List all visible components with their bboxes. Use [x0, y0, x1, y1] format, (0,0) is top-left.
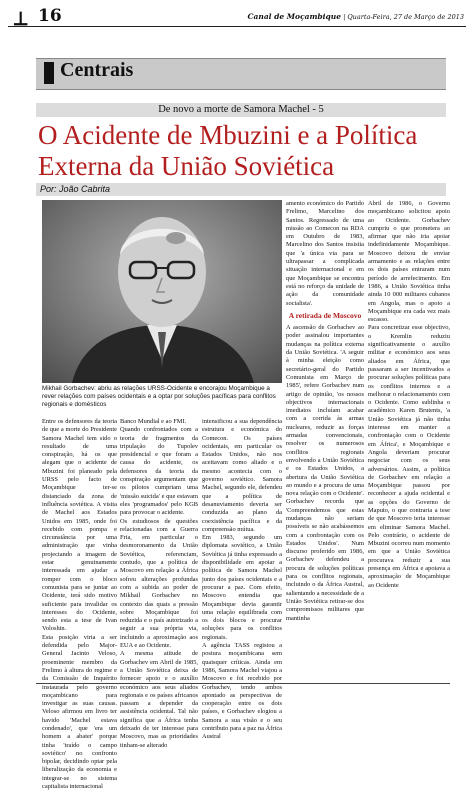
photo-caption: Mikhail Gorbachev: abriu as relações URSS-Ocidente e encorajou Moçambique a rever relações com países ocidentais e a optar por soluções pacíficas para conflitos regionais e domésticos	[42, 385, 276, 408]
article-kicker: De novo a morte de Samora Machel - 5	[36, 103, 446, 117]
page-header	[8, 4, 466, 30]
article-column-2: Banco Mundial e ao FMI. Quando confrontados com a teoria de fragmentos da tripulação do Tupolev presidencial e que foram a causa do acidente, os defensores da teoria da conspiração argumentam que os pilotos cumpriam uma 'missão suicida' e que estavam eles 'programados' pelo KGB para provocar o acidente. Os estudiosos de questões relacionadas com a Guerra Fria, em particular o desmoronamento da União Soviética, referenciam, contudo, que a política de Moscovo em relação a África sofreu alterações profundas com a subida ao poder de Mikhail Gorbachev no contexto das quais a pressão sobre Moçambique foi reduzida e o país autorizado a seguir a sua própria via, incluindo a aproximação aos EUA e ao Ocidente. A mesma atitude de Gorbachev em Abril de 1985, a União Soviética deixa de fornecer apoio e o auxílio económico aos seus aliados regionais e os países africanos passam a depender da assistência ocidental. Tal não significa que a África tenha deixado de ter interesse para Moscovo, mas as prioridades tinham-se alterado	[120, 418, 198, 749]
section-title: Centrais	[60, 59, 134, 81]
article-byline: Por: João Cabrita	[36, 183, 446, 196]
issue-date: Quarta-Feira, 27 de Março de 2013	[347, 13, 464, 21]
page-number: 16	[38, 6, 62, 26]
portrait-illustration	[42, 200, 282, 383]
article-column-5: Abril de 1986, o Governo moçambicano solicitou apoio ao Ocidente. Gorbachev cumpriu o que prometera ao afirmar que não iria apoiar indefinidamente Moçambique. Moscovo deixou de enviar armamento e as relações entre os dois países entraram num período de arrefecimento. Em 1986, a União Soviética tinha ainda 10 000 militares cubanos em Angola, mas o apoio a Moçambique era cada vez mais escasso. Para concretizar esse objectivo, o Kremlin reduziu significativamente o auxílio militar e económico aos seus aliados em África, que passaram a ser incentivados a procurar soluções políticas para os conflitos internos e a melhorar o relacionamento com o Ocidente. Como sublinha o académico Karen Brutents, 'a União Soviética já não tinha interesse em manter a confrontação com o Ocidente em África', e Moçambique e Angola deveriam procurar negociar com os seus adversários. Assim, a política de Gorbachev em relação a Moçambique passou por reconhecer a ajuda ocidental e as opções do Governo de Maputo, o que contraria a tese de que Moscovo teria interesse em eliminar Samora Machel. Pelo contrário, o acidente de Mbuzini ocorreu num momento em que a União Soviética procurava reduzir a sua presença em África e apoiava a aproximação de Moçambique ao Ocidente	[368, 200, 450, 589]
newspaper-logo-icon: ⟂	[14, 6, 28, 30]
header-masthead: Canal de Moçambique | Quarta-Feira, 27 de Março de 2013	[247, 12, 464, 21]
article-column-4	[286, 200, 364, 680]
article-column-3: intensificou a sua dependência estrutura e económica do Comecon. Os países ocidentais, em particular os Estados Unidos, não nos aceitavam como aliado e o mesmo acontecia com o governo soviético. Samora Machel, segundo ele, defendeu que a política de desanuviamento deveria ser conduzida ao plano da coexistência pacífica e da compreensão mútua. Em 1983, segundo um diplomata soviético, a União Soviética já tinha expressado a disponibilidade em apoiar a política de Samora Machel junto dos países ocidentais e a procurar a paz. Com efeito, Moscovo entendia que Moçambique devia garantir uma relação equilibrada com os dois blocos e procurar soluções para os conflitos regionais. A agência TASS registou a postura moçambicana sem quaisquer críticas. Ainda em 1986, Samora Machel viajou a Moscovo e foi recebido por Gorbachev, tendo ambos apontado as perspectivas de cooperação entre os dois países, e Gorbachev elogiou a Samora a sua visão e o seu contributo para a paz na África Austral	[202, 418, 282, 741]
article-headline: O Acidente de Mbuzini e a Política Externa da União Soviética	[38, 120, 418, 181]
section-marker	[44, 62, 54, 84]
column-4-text-a: amento económico do Partido Frelimo, Marcelino dos Santos. Regressado de uma missão ao Comecon na RDA em Outubro de 1983, Marcelino dos Santos insistia que 'a única via para se ultrapassar a complicada situação internacional e em que Moçambique se encontra está no reforço da unidade de ação da comunidade socialista'.	[286, 200, 364, 307]
newspaper-name: Canal de Moçambique	[247, 12, 341, 21]
bottom-rule	[36, 683, 450, 684]
article-column-1: Entre os defensores da teoria de que a morte do Presidente Samora Machel tem sido o resultado de uma conspiração, há os que alegam que o acidente de Mbuzini foi planeado pela URSS pelo facto de Moçambique ter-se distanciado da zona de influência soviética. A visita de Machel aos Estados Unidos em 1985, onde foi recebido com pompa e circunstância por uma administração que vinha projectando a imagem de estar genuinamente interessada em ajudar a romper com o bloco comunista para se juntar ao Ocidente, terá sido motivo suficiente para invalidar os interesses do Ocidente, sendo esta a tese de Ivan Voloshin. Esta posição viria a ser defendida pelo Major-General Jacinto Veloso, proeminente membro da Frelimo à altura do regime e da Comissão de Inquérito instaurada pelo governo moçambicano para investigar as suas causas. Veloso afirmou em livro ter havido 'Machel estava condenado', que 'era um homem a abater' porque tinha 'traído o campo soviético' no confronto bipolar, decidindo optar pela liberalização da economia e integrar-se no sistema capitalista internacional	[42, 418, 117, 791]
gorbachev-photo	[42, 200, 282, 383]
article-subhead: A retirada de Moscovo	[288, 310, 362, 320]
column-4-text-b: A ascensão de Gorbachev ao poder assinalou importantes mudanças na política externa da União Soviética. 'A seguir à minha eleição como secretário-geral do Partido Comunista em Março de 1985', refere Gorbachev num artigo de opinião, 'os nossos objectivos internacionais imediatos incluíam acabar com a corrida às armas nucleares, reduzir as forças armadas convencionais, resolver os numerosos conflitos regionais envolvendo a União Soviética e os Estados Unidos, a abertura da União Soviética ao mundo e a procura de uma nova relação com o Ocidente'. Gorbachev recorda que 'Compreendemos que estas mudanças não seriam possíveis se não acabássemos com a confrontação com os Estados Unidos'. Num discurso proferido em 1986, Gorbachev defendeu a procura de soluções políticas para os conflitos regionais, incluindo o da África Austral, salientando a necessidade de a União Soviética retirar-se dos compromissos militares que mantinha	[286, 324, 364, 622]
